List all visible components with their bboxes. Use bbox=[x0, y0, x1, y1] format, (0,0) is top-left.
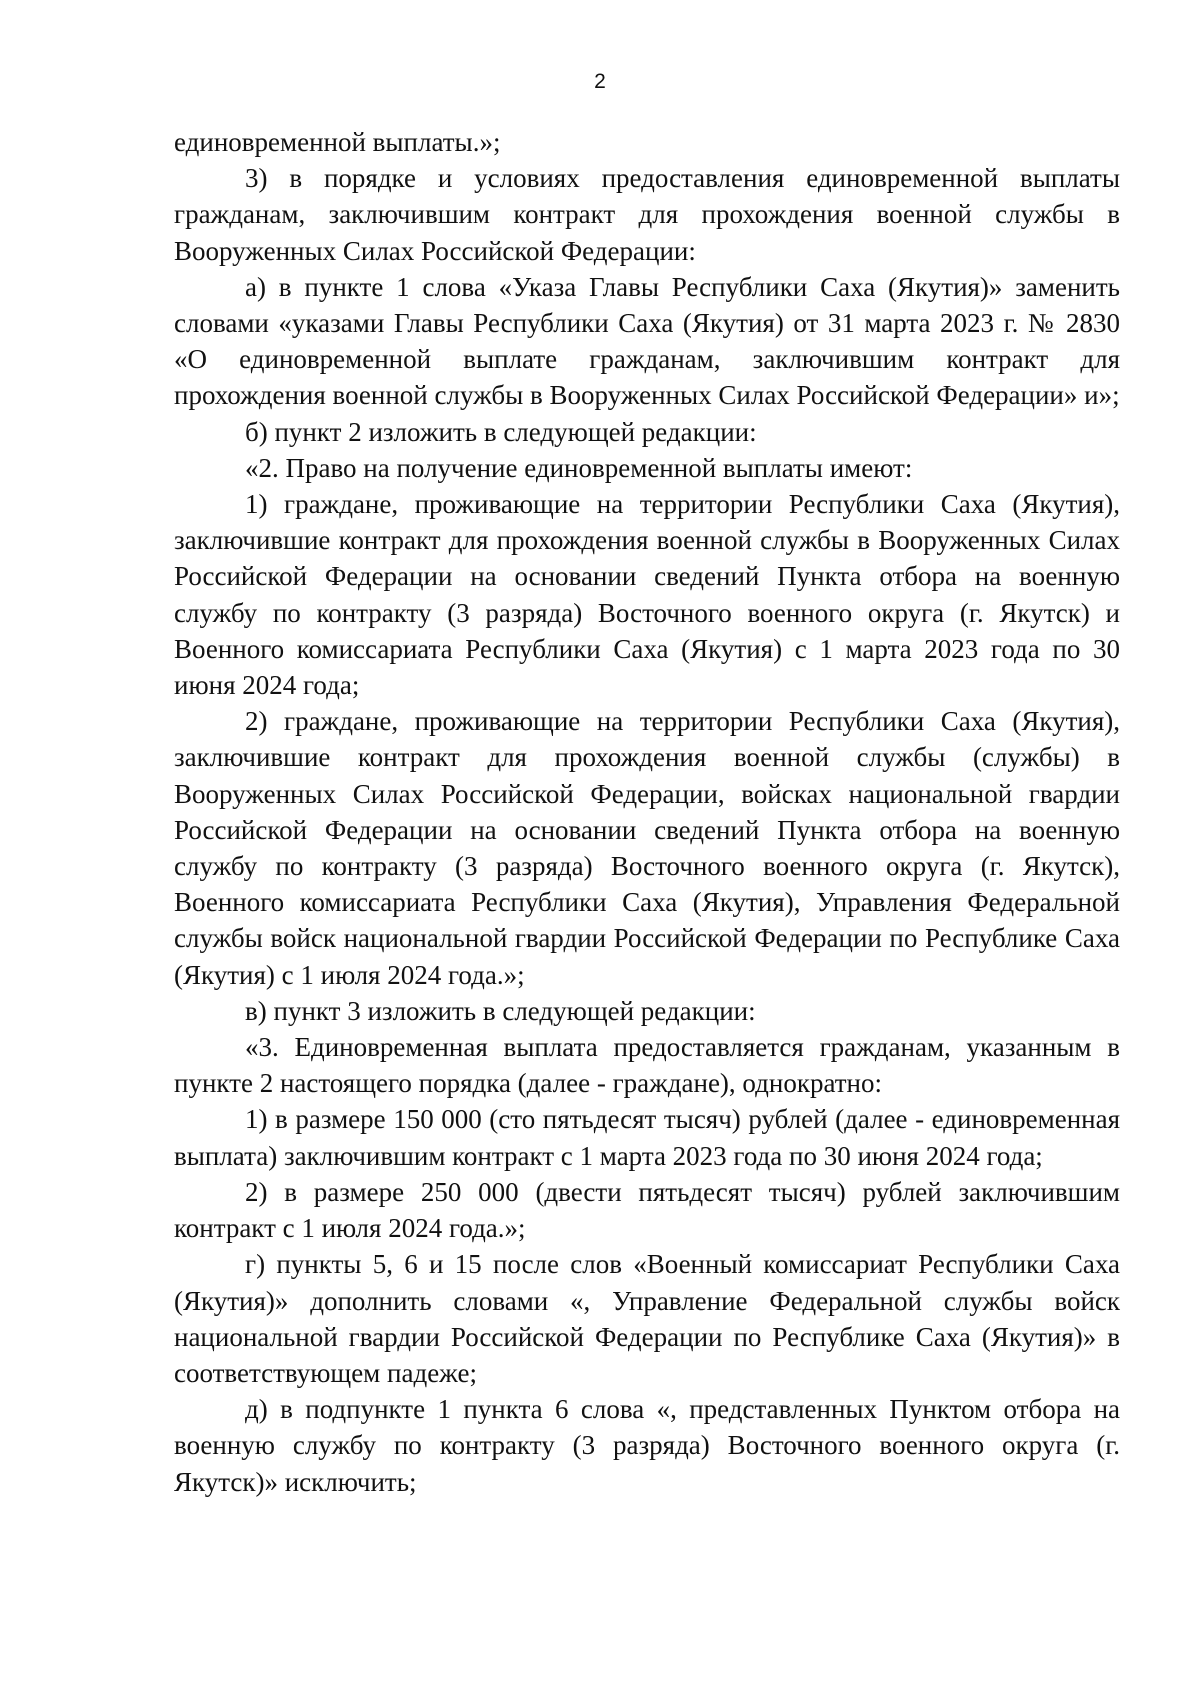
paragraph-12: г) пункты 5, 6 и 15 после слов «Военный комиссариат Республики Саха (Якутия)» дополнить словами «, Управление Федеральной службы войск национальной гвардии Российской Федерации по Республике Саха (Якутия)» в соответствующем падеже; bbox=[174, 1249, 1120, 1388]
paragraph-10: 1) в размере 150 000 (сто пятьдесят тысяч) рублей (далее - единовременная выплата) заключившим контракт с 1 марта 2023 года по 30 июня 2024 года; bbox=[174, 1104, 1120, 1171]
paragraph-2: 3) в порядке и условиях предоставления единовременной выплаты гражданам, заключившим контракт для прохождения военной службы в Вооруженных Силах Российской Федерации: bbox=[174, 163, 1120, 266]
paragraph-7: 2) граждане, проживающие на территории Республики Саха (Якутия), заключившие контракт для прохождения военной службы (службы) в Вооруженных Силах Российской Федерации, войсках национальной гвардии Российской Федерации на основании сведений Пункта отбора на военную службу по контракту (3 разряда) Восточного военного округа (г. Якутск), Военного комиссариата Республики Саха (Якутия), Управления Федеральной службы войск национальной гвардии Российской Федерации по Республике Саха (Якутия) с 1 июля 2024 года.»; bbox=[174, 706, 1120, 990]
page-number: 2 bbox=[594, 70, 606, 93]
document-body bbox=[174, 124, 1120, 1500]
paragraph-8: в) пункт 3 изложить в следующей редакции: bbox=[245, 995, 756, 1026]
paragraph-4: б) пункт 2 изложить в следующей редакции: bbox=[245, 416, 757, 447]
paragraph-3: а) в пункте 1 слова «Указа Главы Республики Саха (Якутия)» заменить словами «указами Главы Республики Саха (Якутия) от 31 марта 2023 г. № 2830 «О единовременной выплате гражданам, заключившим контракт для прохождения военной службы в Вооруженных Силах Российской Федерации» и»; bbox=[174, 271, 1120, 411]
paragraph-5: «2. Право на получение единовременной выплаты имеют: bbox=[245, 452, 913, 483]
paragraph-11: 2) в размере 250 000 (двести пятьдесят тысяч) рублей заключившим контракт с 1 июля 2024 года.»; bbox=[174, 1176, 1120, 1244]
paragraph-1: единовременной выплаты.»; bbox=[174, 127, 501, 157]
paragraph-6: 1) граждане, проживающие на территории Республики Саха (Якутия), заключившие контракт для прохождения военной службы в Вооруженных Силах Российской Федерации на основании сведений Пункта отбора на военную службу по контракту (3 разряда) Восточного военного округа (г. Якутск) и Военного комиссариата Республики Саха (Якутия) с 1 марта 2023 года по 30 июня 2024 года; bbox=[174, 489, 1120, 701]
paragraph-9: «3. Единовременная выплата предоставляется гражданам, указанным в пункте 2 настоящего порядка (далее - граждане), однократно: bbox=[174, 1032, 1120, 1099]
paragraph-13: д) в подпункте 1 пункта 6 слова «, представленных Пунктом отбора на военную службу по контракту (3 разряда) Восточного военного округа (г. Якутск)» исключить; bbox=[174, 1394, 1120, 1497]
